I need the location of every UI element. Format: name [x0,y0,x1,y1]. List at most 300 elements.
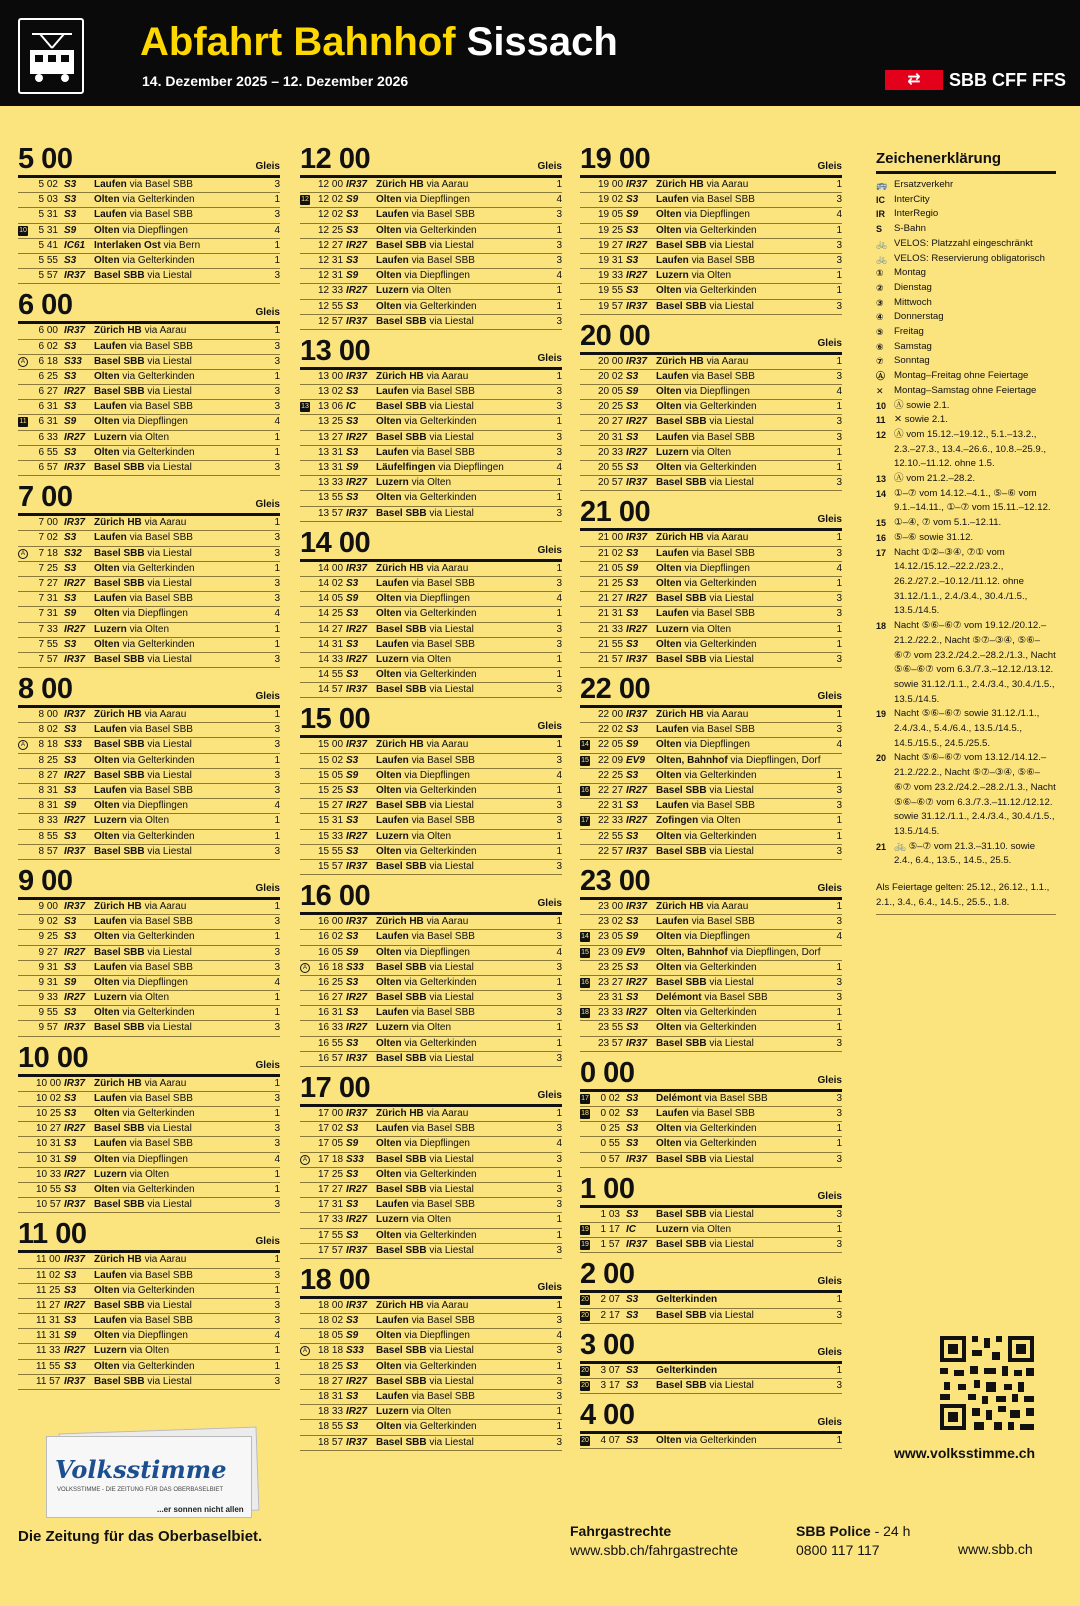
destination [376,784,477,798]
destination [94,1107,195,1121]
departure-time: 23 33 [598,1007,624,1019]
departure-row [300,1122,562,1137]
via-stations: via Basel SBB [411,638,475,650]
track-number: 1 [556,916,562,928]
holidays-note: Als Feiertage gelten: 25.12., 26.12., 1.1., 2.1., 3.4., 6.4., 14.5., 25.5., 1.8. [876,881,1056,915]
destination-name: Luzern [656,446,689,458]
track-number: 4 [274,608,280,620]
via-stations: via Olten [691,623,732,635]
departure-time: 2 17 [600,1309,620,1321]
departure-row [300,1137,562,1152]
departure-row [300,1198,562,1213]
destination-name: Zürich HB [656,355,704,367]
via-stations: via Liestal [147,462,192,473]
track-number: 1 [836,1138,842,1150]
destination [656,239,754,253]
hour-header [18,864,280,900]
hour-block [580,1172,842,1254]
via-stations: via Liestal [429,507,474,519]
via-stations: via Olten [411,1214,452,1226]
footnote-marker: 16 [581,787,589,794]
train-category: IR27 [626,623,648,635]
legend-item [876,531,1056,546]
destination [376,1107,468,1121]
legend-item [876,340,1056,355]
destination [656,976,754,990]
destination [94,385,192,399]
departure-row [18,208,280,223]
destination [656,961,757,975]
departure-time: 19 33 [598,270,624,282]
track-number: 1 [556,492,562,504]
train-category: S3 [346,1391,359,1402]
destination-name: Olten [94,800,120,812]
footnote-marker: A [18,357,28,367]
departure-row [300,860,562,875]
sbb-url[interactable]: www.sbb.ch [958,1541,1033,1557]
departure-row [300,930,562,945]
via-stations: via Aarau [144,1077,187,1089]
passenger-rights-url[interactable]: www.sbb.ch/fahrgastrechte [570,1542,739,1558]
departure-time: 12 31 [318,270,344,282]
departure-time: 10 00 [36,1077,62,1089]
departure-row [300,1168,562,1183]
via-stations: via Gelterkinden [684,1123,757,1135]
train-category: IR37 [64,325,86,337]
departure-time: 22 25 [598,769,624,781]
via-stations: via Aarau [426,562,469,574]
legend-symbol: 20 [876,753,887,764]
departure-row [300,1420,562,1435]
train-category: S3 [626,1123,639,1135]
destination [656,830,757,844]
legend-symbol: 16 [876,532,887,543]
train-category: S3 [346,1168,359,1180]
qr-code-icon[interactable] [938,1334,1036,1432]
departure-time: 1 57 [600,1239,620,1251]
legend-item [876,310,1056,325]
legend [876,150,1056,915]
train-category: S3 [64,830,77,842]
train-category: S3 [626,401,639,413]
train-category: IR27 [626,446,648,458]
destination [94,1006,195,1020]
departure-row [300,431,562,446]
track-header: Gleis [817,337,842,349]
via-stations: via Liestal [429,1183,474,1195]
destination-name: Olten [376,769,402,781]
via-stations: via Gelterkinden [404,1168,477,1180]
via-stations: via Liestal [709,1153,754,1165]
newspaper-teaser: ...er sonnen nicht allen [157,1505,244,1514]
destination-name: Olten [376,608,402,620]
legend-symbol: 15 [876,518,887,529]
via-stations: via Liestal [429,1153,474,1165]
departure-row [300,592,562,607]
via-stations: via Gelterkinden [122,1108,195,1119]
destination [376,370,468,384]
departure-time: 12 02 [318,194,344,206]
departure-row [300,1360,562,1375]
train-category: S3 [626,1364,639,1376]
departure-row [300,1021,562,1036]
legend-text: Nacht ⑤⑥–⑥⑦ vom 19.12./20.12.–21.2./22.2., Nacht ⑤⑦–③④, ⑤⑥–⑥⑦ vom 23.2./24.2.–28.2./1.3., Nacht ⑤⑥–⑥⑦ vom 6.3./7.3.–12.12./13.12. sowie 31.12./1.1., 2.4./3.4., 30.4./1.5., 13.5./14.5. [894,620,1056,705]
track-number: 3 [836,1092,842,1104]
track-number: 3 [556,254,562,266]
via-stations: via Aarau [706,355,749,367]
departure-time: 9 57 [38,1022,58,1034]
train-category: S3 [64,1269,77,1281]
train-category: S3 [626,1092,639,1104]
train-category: IR37 [626,355,648,367]
departure-row [300,284,562,299]
via-stations: via Liestal [429,1345,474,1357]
track-number: 3 [836,593,842,605]
via-stations: via Gelterkinden [404,300,477,312]
hour-block [18,480,280,668]
destination-name: Olten [94,1183,120,1195]
footnote-marker: A [300,963,310,973]
departure-row [580,1107,842,1122]
destination-name: Olten, Bahnhof [656,946,728,958]
track-number: 3 [836,416,842,428]
via-stations: via Basel SBB [411,446,475,458]
track-number: 1 [836,1294,842,1306]
departure-time: 15 33 [318,830,344,842]
via-stations: via Basel SBB [411,1007,475,1019]
track-number: 1 [556,1037,562,1049]
train-category: S3 [64,209,77,221]
legend-text: Dienstag [894,281,932,293]
destination-name: Luzern [656,270,689,282]
train-category: IR27 [64,1123,86,1135]
track-header: Gleis [537,721,562,733]
destination [94,562,195,576]
track-number: 3 [274,401,280,413]
departure-time: 16 25 [318,976,344,988]
destination [656,446,731,460]
via-stations: via Bern [163,239,201,251]
via-stations: via Basel SBB [411,815,475,827]
track-number: 3 [274,845,280,857]
track-number: 3 [836,431,842,443]
via-stations: via Diepflingen [122,1153,188,1165]
departure-row [580,708,842,723]
track-number: 3 [836,1239,842,1251]
legend-symbol: IR [876,209,885,220]
sbb-police-phone[interactable]: 0800 117 117 [796,1542,880,1558]
departure-row [300,961,562,976]
hour-block [580,1257,842,1323]
departure-time: 22 05 [598,739,624,751]
departure-time: 7 33 [38,623,58,635]
departure-time: 7 55 [38,638,58,650]
via-stations: via Liestal [147,1123,192,1135]
departure-row [300,1244,562,1259]
destination [376,562,468,576]
departure-row [18,340,280,355]
departure-row [580,915,842,930]
hour-label: 22 00 [580,673,651,706]
via-stations: via Liestal [429,1052,474,1064]
destination [656,224,757,238]
destination [656,300,754,314]
departure-time: 13 31 [318,462,344,473]
hour-block [18,864,280,1037]
train-category: S3 [64,1092,77,1104]
via-stations: via Diepflingen [404,194,470,206]
hour-header [18,1041,280,1077]
track-number: 3 [274,785,280,796]
destination [94,415,188,429]
departure-time: 6 18 [38,355,58,367]
track-number: 1 [836,1364,842,1376]
train-category: IR37 [626,1037,648,1049]
departure-time: 11 31 [36,1330,61,1342]
destination [94,531,193,545]
via-stations: via Gelterkinden [122,194,195,206]
track-header: Gleis [537,161,562,172]
destination-name: Olten [656,562,682,574]
departure-time: 19 00 [598,179,624,190]
train-category: IR37 [626,300,648,312]
destination [94,370,195,384]
legend-text: Montag–Samstag ohne Feiertage [894,384,1037,396]
destination [376,1153,474,1167]
footnote-marker: 13 [301,403,309,411]
departure-row [300,738,562,753]
timetable-column [580,142,842,1453]
destination-name: Olten [94,976,120,988]
destination-name: Luzern [656,623,689,635]
destination-name: Basel SBB [94,462,145,473]
destination-name: Laufen [656,194,689,206]
track-header: Gleis [255,1236,280,1248]
via-stations: via Liestal [429,401,474,413]
hour-header [580,1328,842,1364]
departure-row [300,1006,562,1021]
legend-item [876,354,1056,369]
track-number: 4 [556,946,562,958]
train-category: S9 [346,1330,359,1342]
train-category: S3 [346,577,359,589]
train-category: S3 [64,532,77,544]
footnote-marker: 18 [581,1110,589,1117]
departure-row [18,1107,280,1122]
departure-time: 2 07 [600,1294,620,1306]
destination-name: Basel SBB [376,992,427,1004]
via-stations: via Liestal [709,593,754,605]
departure-time: 6 02 [38,340,58,352]
via-stations: via Liestal [429,992,474,1004]
hour-label: 14 00 [300,526,371,559]
train-category: S3 [626,638,639,650]
destination-name: Basel SBB [656,1239,707,1251]
via-stations: via Olten [411,1022,452,1034]
departure-row [18,400,280,415]
departure-time: 12 00 [318,179,344,190]
departure-row [580,193,842,208]
departure-time: 16 18 [318,961,344,973]
track-header: Gleis [817,1074,842,1086]
departure-row [300,1052,562,1067]
track-number: 1 [836,900,842,912]
train-category: IR37 [64,1199,86,1211]
track-number: 1 [274,1360,280,1372]
hour-label: 23 00 [580,864,651,897]
departure-row [580,208,842,223]
via-stations: via Olten [691,446,732,458]
train-category: S3 [64,340,77,352]
hour-header [580,1257,842,1293]
track-number: 3 [836,1037,842,1049]
timetable-column [300,142,562,1455]
legend-item [876,707,1056,751]
destination [656,1037,754,1051]
destination-name: Laufen [94,532,127,544]
track-number: 1 [836,623,842,635]
departure-row [300,1344,562,1359]
departure-time: 20 00 [598,355,624,367]
train-category: S3 [64,638,77,650]
hour-header [300,1263,562,1299]
departure-time: 8 31 [38,785,58,796]
destination [94,915,193,929]
hour-label: 8 00 [18,673,73,706]
train-category: S3 [626,724,639,736]
departure-time: 3 17 [600,1379,620,1391]
via-stations: via Liestal [147,739,192,751]
departure-row [580,1293,842,1308]
destination-name: Laufen [376,386,409,398]
destination-name: Zürich HB [94,1254,142,1266]
destination [376,284,451,298]
destination-name: Basel SBB [376,961,427,973]
departure-time: 18 33 [318,1406,344,1418]
destination [376,754,475,768]
destination [376,1021,451,1035]
hour-header [580,142,842,178]
departure-time: 7 25 [38,562,58,574]
via-stations: via Gelterkinden [122,254,195,266]
train-category: S3 [346,1229,359,1241]
departure-time: 8 33 [38,815,58,827]
via-stations: via Olten [411,653,452,665]
track-number: 3 [556,860,562,872]
destination-name: Olten [376,946,402,958]
departure-row [580,1379,842,1394]
via-stations: via Liestal [709,300,754,312]
departure-time: 12 25 [318,224,344,236]
departure-time: 13 57 [318,507,344,519]
track-number: 1 [556,976,562,988]
train-category: IR27 [64,577,86,589]
departure-time: 12 27 [318,239,344,251]
via-stations: via Gelterkinden [404,1037,477,1049]
volksstimme-url[interactable]: www.volksstimme.ch [894,1445,1036,1461]
train-category: S9 [346,270,359,282]
train-category: IC61 [64,239,86,251]
track-number: 3 [836,1309,842,1321]
track-number: 3 [836,992,842,1004]
via-stations: via Diepflingen [122,416,188,428]
destination-name: Olten, Bahnhof [656,754,728,766]
departure-time: 23 05 [598,931,624,943]
departure-time: 17 02 [318,1123,344,1135]
via-stations: via Diepflingen [122,224,188,236]
hour-header [580,1056,842,1092]
destination-name: Basel SBB [94,1375,145,1387]
train-category: IR27 [346,653,368,665]
destination-name: Basel SBB [656,1379,707,1391]
destination [94,1253,186,1267]
via-stations: via Diepflingen [684,386,750,398]
destination [656,799,755,813]
departure-time: 14 57 [318,684,344,696]
destination [376,1198,475,1212]
train-category: IR27 [626,976,648,988]
departure-time: 17 00 [318,1108,344,1119]
hour-header [18,1217,280,1253]
legend-item [876,546,1056,620]
departure-time: 17 18 [318,1153,344,1165]
destination-name: Luzern [376,1406,409,1418]
via-stations: via Basel SBB [411,577,475,589]
track-number: 3 [836,976,842,988]
train-category: IR37 [626,709,648,721]
train-category: S33 [346,961,364,973]
destination [376,961,474,975]
track-number: 3 [556,401,562,413]
destination [656,284,757,298]
via-stations: via Basel SBB [129,724,193,736]
newspaper-subline: VOLKSSTIMME - DIE ZEITUNG FÜR DAS OBERBASELBIET [57,1487,224,1493]
destination [656,269,731,283]
departure-row [18,915,280,930]
departure-row [18,1329,280,1344]
track-number: 4 [274,224,280,236]
footnote-marker: 17 [581,817,589,825]
track-number: 3 [836,800,842,812]
via-stations: via Gelterkinden [684,224,757,236]
page-title [140,22,618,62]
departure-row [18,976,280,991]
departure-time: 16 33 [318,1022,344,1034]
departure-row [300,1229,562,1244]
track-number: 3 [556,1244,562,1256]
departure-time: 20 05 [598,386,624,398]
destination [376,415,477,429]
departure-time: 23 09 [598,946,624,958]
destination-name: Olten [656,1022,682,1034]
departure-row [18,900,280,915]
train-category: S3 [64,931,77,943]
via-stations: via Olten [411,830,452,842]
via-stations: via Basel SBB [691,724,755,736]
destination-name: Basel SBB [376,431,427,443]
train-category: IR37 [64,845,86,857]
hour-label: 21 00 [580,496,651,529]
via-stations: via Basel SBB [691,254,755,266]
legend-item [876,472,1056,487]
train-category: S3 [626,577,639,589]
train-category: S3 [626,1294,639,1306]
via-stations: via Gelterkinden [122,562,195,574]
destination [656,708,748,722]
destination [94,1314,193,1328]
departure-time: 22 31 [598,800,624,812]
departure-time: 11 31 [36,1315,61,1327]
